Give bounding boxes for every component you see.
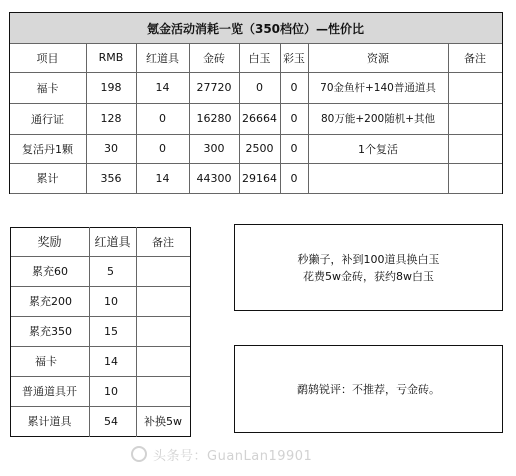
table-cell: 5 [107,264,114,278]
table-cell: 通行证 [31,112,64,126]
header-red-item: 红道具 [146,51,179,65]
watermark [131,442,401,466]
table-cell: 补换5w [144,415,182,428]
table-cell: 15 [104,324,118,338]
table-cell: 累计 [36,172,59,185]
table-cell: 0 [290,112,298,125]
table-cell: 14 [155,81,170,94]
table-cell: 累充60 [32,265,68,278]
table-cell [308,163,448,193]
table-cell [136,346,190,376]
header-item: 项目 [36,51,59,65]
table-cell [448,163,502,193]
table-cell: 14 [104,354,118,368]
table-cell [136,316,190,346]
table-cell: 80万能+200随机+其他 [321,113,435,125]
table-cell: 福卡 [35,355,57,368]
header-resource: 资源 [367,51,389,65]
table-cell: 54 [104,414,118,428]
table-cell: 累计道具 [27,415,72,428]
header-color-jade: 彩玉 [283,51,305,65]
sheet-title: 氪金活动消耗一览（350档位）—性价比 [146,21,365,36]
header-note: 备注 [152,235,174,249]
table-cell: 14 [155,171,170,185]
table-cell: 27720 [196,81,232,94]
table-cell: 1个复活 [358,142,398,156]
table-cell: 0 [290,81,298,94]
table-cell: 29164 [242,171,277,185]
table-cell [448,134,502,163]
table-cell: 198 [100,81,122,94]
header-red-item: 红道具 [94,235,131,249]
table-cell: 普通道具开 [22,385,77,398]
table-cell: 0 [159,112,166,125]
header-gold-brick: 金砖 [203,51,225,65]
table-cell: 10 [104,294,118,308]
table-cell: 26664 [242,112,277,125]
note-line: 鹬鸫锐评：不推荐，亏金砖。 [297,382,440,396]
table-cell: 累充200 [29,295,72,308]
table-cell: 0 [290,171,298,185]
table-cell [136,376,190,406]
table-cell: 福卡 [36,81,59,95]
platform-logo-icon [131,446,147,462]
note-box-review [234,345,503,433]
header-rmb: RMB [98,51,124,64]
table-cell [136,256,190,286]
watermark-text: 头条号：GuanLan19901 [153,448,313,464]
table-cell [448,103,502,134]
table-cell: 16280 [196,112,232,125]
table-cell: 70金鱼杆+140普通道具 [320,82,436,94]
table-cell: 300 [203,142,225,155]
table-cell: 0 [290,142,298,155]
header-white-jade: 白玉 [248,51,271,65]
note-line: 花费5w金砖，获约8w白玉 [303,269,434,283]
table-cell: 2500 [245,142,274,155]
table-cell: 30 [104,142,118,155]
header-reward: 奖励 [37,235,62,249]
table-cell: 44300 [196,171,232,185]
table-cell: 0 [159,142,166,155]
table-cell [136,286,190,316]
table-cell: 356 [100,171,122,185]
header-note: 备注 [464,51,486,65]
note-box-exchange [234,224,503,311]
table-cell: 复活丹1颗 [22,142,73,156]
note-line: 秒獭子，补到100道具换白玉 [297,252,440,266]
table-cell: 128 [100,112,122,125]
table-cell: 累充350 [29,325,72,338]
table-cell [448,72,502,103]
table-cell: 0 [256,81,263,94]
table-cell: 10 [104,384,118,398]
